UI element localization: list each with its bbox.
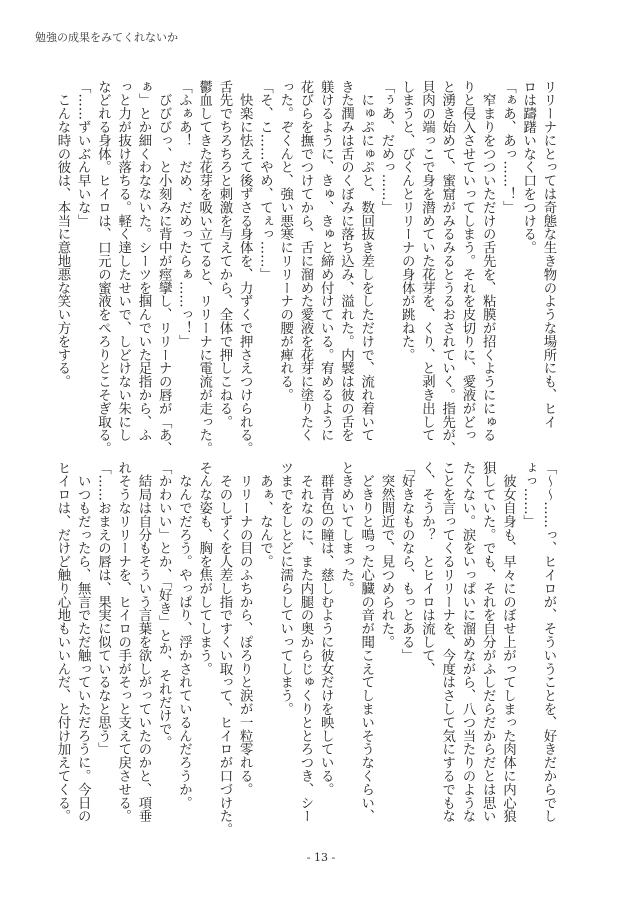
text-column: こんな時の彼は、本当に意地悪な笑い方をする。 [55,80,70,389]
text-column: ょっ……」 [520,461,536,528]
text-column: りと侵入させていってしまう。それを皮切りに、愛液がどっ [460,80,475,442]
text-column: っと力が抜け落ちる。軽く達したせいで、しどけない朱にし [115,80,131,442]
text-column: 躾けるように、きゅ、きゅと締め付けている。宥めるように [318,80,334,442]
text-column: きた潤みは舌のくぼみに落ち込み、溢れた。内襞は彼の舌を [338,80,354,442]
text-column: 鬱血してきた花芽を吸い立てると、リリーナに電流が走った。 [196,80,212,456]
text-column: どきりと鳴った心臓の音が聞こえてしまいそうなくらい、 [358,461,374,823]
text-column: 「好きなものなら、もっとある」 [399,461,415,662]
text-column: 狽していた。でも、それを自分がふしだらだからだとは思い [480,461,496,823]
text-column: なんでだろう。やっぱり、浮かされているんだろうか。 [176,461,192,810]
text-column: と湧き始めて、蜜窟がみるみるとうるおされていく。指先が、 [439,80,455,456]
text-column: いつもだったら、無言でただ触っていただろうに。今日の [75,461,91,823]
text-column: く、そうか？ とヒイロは流して、 [419,461,435,676]
text-column: ツまでをしとどに濡らしていってしまう。 [277,461,293,716]
text-column: そんな姿も、胸を焦がしてしまう。 [196,461,212,676]
text-column: リリーナの目のふちから、ぽろりと涙が一粒零れる。 [237,461,253,796]
lower-text-block [52,461,558,837]
text-column: 「ぁあ、あっ……！」 [500,80,516,214]
text-column: 貝肉の端っこで身を潜めていた花芽を、くり、と剥き出して [419,80,435,442]
text-column: リリーナにとっては奇態な生き物のような場所にも、ヒイ [541,80,556,429]
text-column: 「……おまえの唇は、果実に似ているなと思う」 [95,461,111,756]
text-column: そのしずくを人差し指ですくい取って、ヒイロが口づけた。 [217,461,232,837]
text-column: ヒイロは、だけど触り心地もいいんだ、と付け加えてくる。 [55,461,70,823]
text-column: 快楽に怯えて後ずさる身体を、力ずくで押さえつけられる。 [237,80,253,456]
text-column: 彼女自身も、早々にのぼせ上がってしまった肉体に内心狼 [500,461,516,823]
running-header: 勉強の成果をみてくれないか [35,31,178,44]
text-column: たくない。涙をいっぱいに溜めながら、八つ当たりのような [460,461,475,823]
text-column: それなのに、また内腿の奥からじゅくりととろつき、シー [298,461,313,823]
text-column: 「……ずいぶん早いな」 [75,80,91,228]
text-column: 「そ、こ……やめ、てぇっ……」 [257,80,273,281]
text-column: しまうと、びくんとリリーナの身体が跳ねた。 [399,80,415,362]
text-column: ことを言ってくるリリーナを、今度はさして気にするでもな [439,461,455,823]
text-column: ときめいてしまった。 [338,461,354,595]
text-column: 花びらを撫でつけてから、舌に溜めた愛液を花芽に塗りたく [298,80,313,442]
text-column: あぁ、なんで。 [257,461,273,569]
text-column: 突然間近で、見つめられた。 [379,461,394,649]
text-column: れそうなリリーナを、ヒイロの手がそっと支えて戻させる。 [115,461,131,823]
text-column: 「～～……っ、ヒイロが、そういうことを、好きだからでし [541,461,556,823]
text-column: などれる身体。ヒイロは、口元の蜜液をぺろりとこそぎ取る。 [95,80,111,456]
text-column: ロは躊躇いなく口をつける。 [520,80,536,255]
upper-text-block [52,80,558,456]
text-column: びびびっ、と小刻みに背中が痙攣し、リリーナの唇が「あ、 [156,80,172,456]
page-number: - 13 - [306,851,336,864]
text-column: 舌先でちろちろと刺激を与えてから、全体で押しこねる。 [217,80,232,429]
text-column: 結局は自分もそういう言葉を欲しがっていたのかと、項垂 [136,461,151,823]
text-column: ぁ」とか細くわなないた。シーツを掴んでいた足指から、ふ [136,80,151,442]
text-column: った。ぞくんと、強い悪寒にリリーナの腰が痺れる。 [277,80,293,402]
text-column: 「かわいい」とか、「好き」とか、それだけで。 [156,461,172,750]
text-column: 「ぅあ、だめっ……」 [379,80,394,214]
text-column: にゅぷにゅぷと、数回抜き差しをしただけで、流れ着いて [358,80,374,442]
text-column: 群青色の瞳は、慈しむように彼女だけを映している。 [318,461,334,796]
text-column: 窄まりをつついただけの舌先を、粘膜が招くようににゅる [480,80,496,442]
text-column: 「ふぁあ！ だめ、だめったらぁ……っ！」 [176,80,192,348]
